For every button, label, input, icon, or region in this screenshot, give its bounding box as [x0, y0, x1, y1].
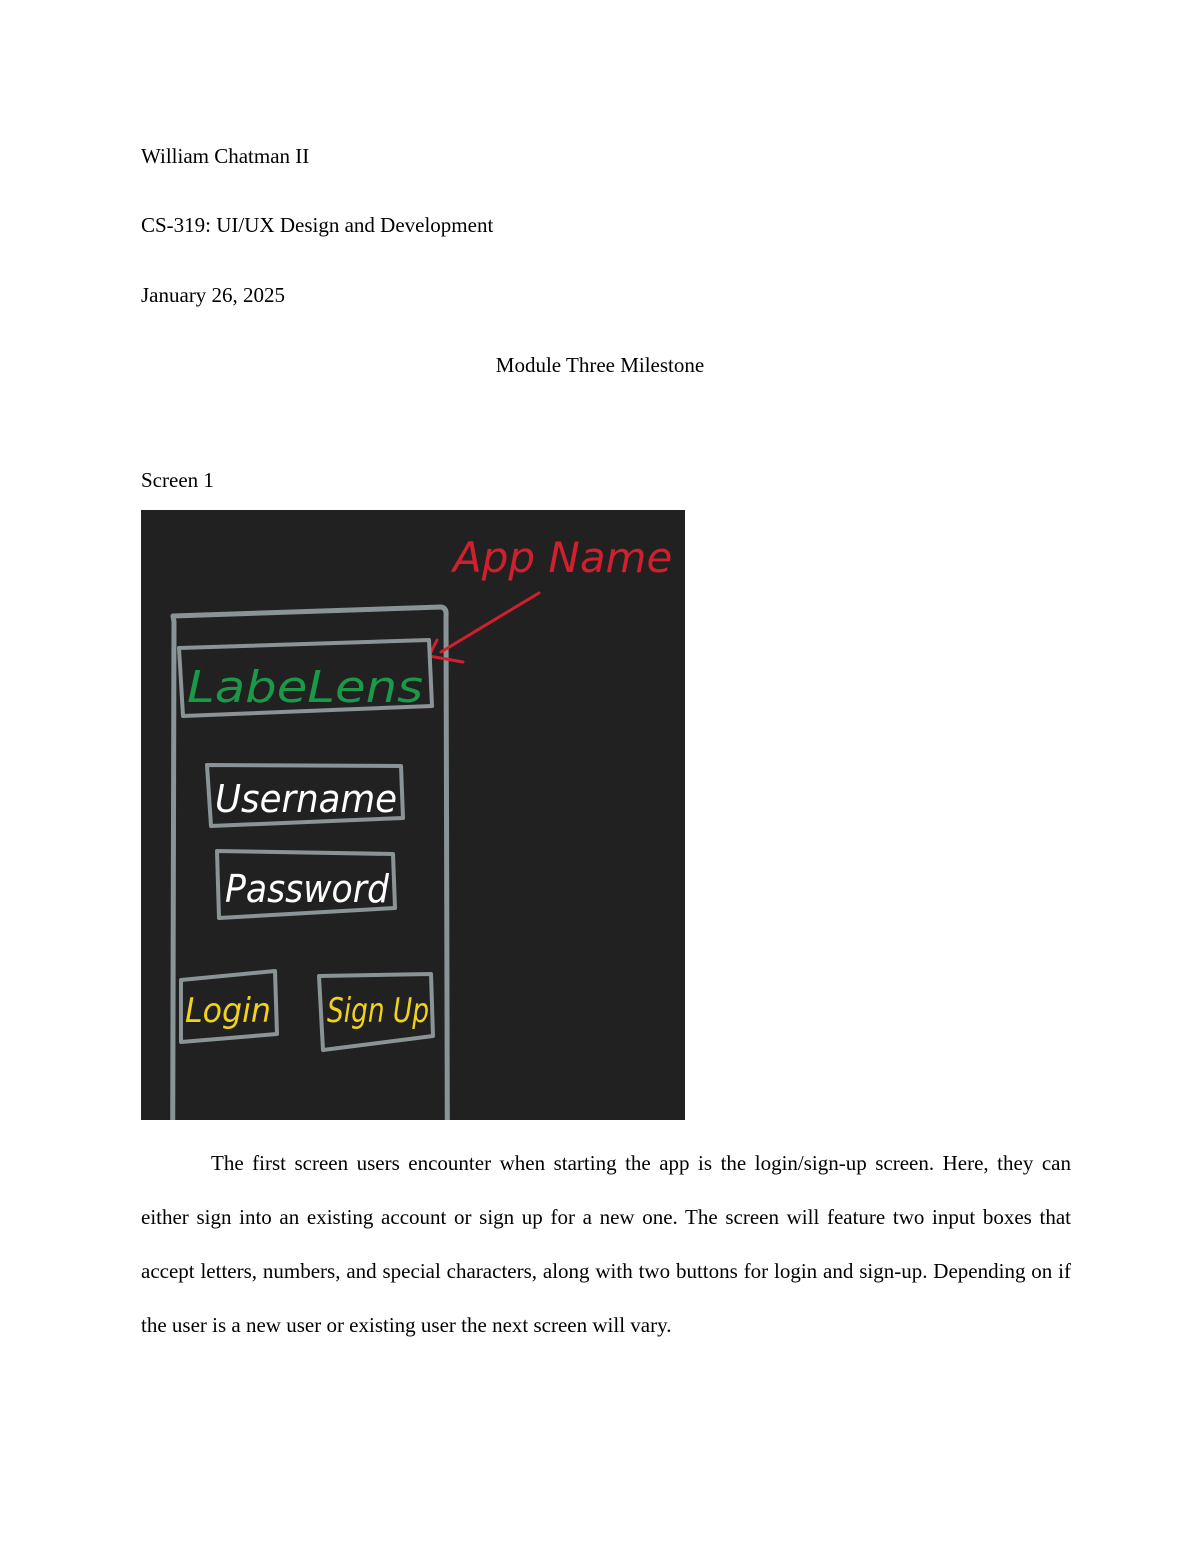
sketch-drawing	[141, 510, 685, 1120]
login-button-text: Login	[185, 991, 271, 1031]
app-name-text: LabeLens	[187, 662, 423, 713]
annotation-label: App Name	[453, 533, 673, 582]
login-screen-sketch	[141, 510, 685, 1120]
document-date: January 26, 2025	[141, 283, 286, 307]
username-text: Username	[215, 777, 397, 821]
password-text: Password	[225, 867, 390, 911]
author-name: William Chatman II	[141, 144, 310, 168]
signup-button-text: Sign Up	[327, 991, 429, 1031]
document-title: Module Three Milestone	[495, 353, 705, 377]
annotation-arrow	[441, 593, 539, 652]
course-name: CS-319: UI/UX Design and Development	[141, 213, 494, 237]
body-paragraph-container	[141, 1136, 1071, 1352]
screen-heading: Screen 1	[141, 468, 214, 492]
body-paragraph: The first screen users encounter when starting the app is the login/sign-up screen. Here, they can either sign into an existing account or sign up for a new one. The screen will feature two input boxes that accept letters, numbers, and special characters, along with two buttons for login and sign-up. Depending on if the user is a new user or existing user the next screen will vary.	[141, 1151, 1071, 1337]
